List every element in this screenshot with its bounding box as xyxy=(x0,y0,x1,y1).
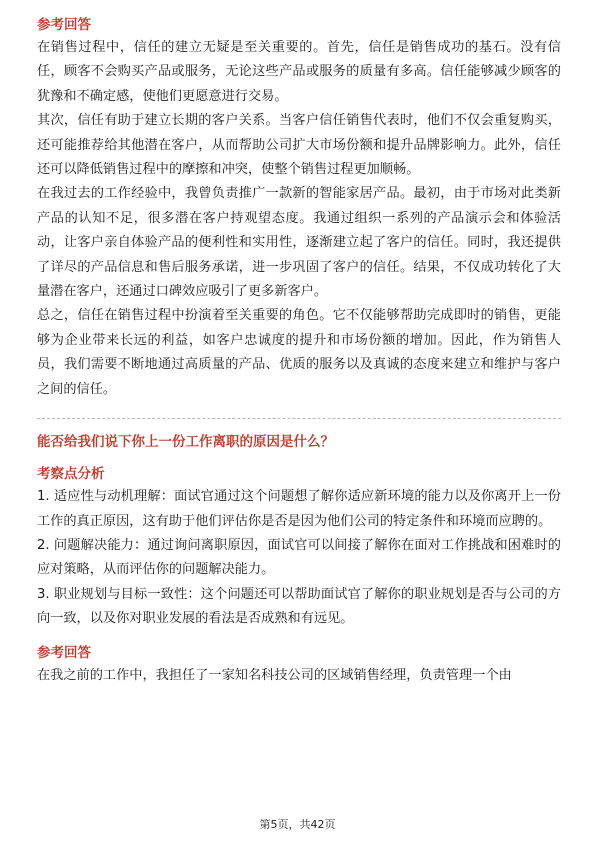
section-divider xyxy=(37,418,561,419)
analysis-point: 2. 问题解决能力：通过询问离职原因，面试官可以间接了解你在面对工作挑战和困难时的应对策略，从而评估你的问题解决能力。 xyxy=(37,537,561,578)
analysis-label: 考察点分析 xyxy=(37,466,105,483)
page-number: 第5页，共42页 xyxy=(259,818,336,831)
answer-paragraph: 在我过去的工作经验中，我曾负责推广一款新的智能家居产品。最初，由于市场对此类新产品的认知不足，很多潜在客户持观望态度。我通过组织一系列的产品演示会和体验活动，让客户亲自体验产品的便利性和实用性，逐渐建立起了客户的信任。同时，我还提供了详尽的产品信息和售后服务承诺，进一步巩固了客户的信任。结果，不仅成功转化了大量潜在客户，还通过口碑效应吸引了更多新客户。 xyxy=(37,186,561,300)
reference-answer-label: 参考回答 xyxy=(37,644,91,661)
answer-paragraph: 在销售过程中，信任的建立无疑是至关重要的。首先，信任是销售成功的基石。没有信任，顾客不会购买产品或服务，无论这些产品或服务的质量有多高。信任能够减少顾客的犹豫和不确定感，使他们更愿意进行交易。 xyxy=(37,40,561,104)
reference-answer-label: 参考回答 xyxy=(37,17,91,33)
answer-paragraph: 其次，信任有助于建立长期的客户关系。当客户信任销售代表时，他们不仅会重复购买，还可能推荐给其他潜在客户，从而帮助公司扩大市场份额和提升品牌影响力。此外，信任还可以降低销售过程中的摩擦和冲突，使整个销售过程更加顺畅。 xyxy=(37,113,561,178)
answer-paragraph: 在我之前的工作中，我担任了一家知名科技公司的区域销售经理，负责管理一个由 xyxy=(37,667,512,683)
document-page xyxy=(37,14,561,688)
answer-paragraph: 总之，信任在销售过程中扮演着至关重要的角色。它不仅能够帮助完成即时的销售，更能够为企业带来长远的利益，如客户忠诚度的提升和市场份额的增加。因此，作为销售人员，我们需要不断地通过高质量的产品、优质的服务以及真诚的态度来建立和维护与客户之间的信任。 xyxy=(37,308,561,397)
analysis-point: 3. 职业规划与目标一致性：这个问题还可以帮助面试官了解你的职业规划是否与公司的方向一致，以及你对职业发展的看法是否成熟和有远见。 xyxy=(37,586,561,627)
analysis-point: 1. 适应性与动机理解：面试官通过这个问题想了解你适应新环境的能力以及你离开上一份工作的真正原因，这有助于他们评估你是否是因为他们公司的特定条件和环境而应聘的。 xyxy=(37,489,561,529)
question-title: 能否给我们说下你上一份工作离职的原因是什么？ xyxy=(37,434,334,451)
